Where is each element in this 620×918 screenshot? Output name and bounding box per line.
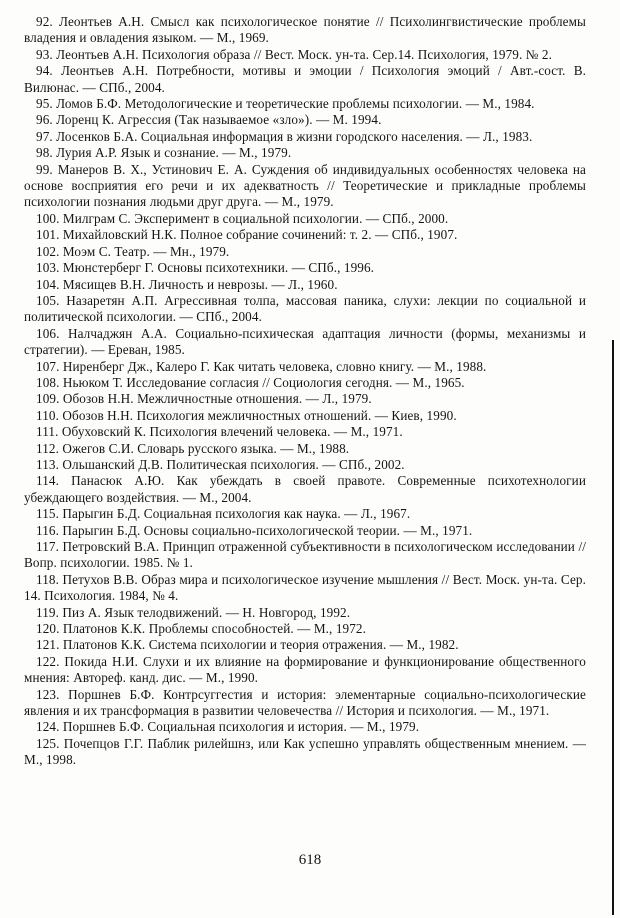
reference-item: 94. Леонтьев А.Н. Потребности, мотивы и эмоции / Психология эмоций / Авт.-сост. В. Вилюнас. — СПб., 2004. bbox=[24, 63, 586, 95]
reference-item: 107. Ниренберг Дж., Калеро Г. Как читать человека, словно книгу. — М., 1988. bbox=[36, 358, 487, 374]
reference-item: 102. Моэм С. Театр. — Мн., 1979. bbox=[36, 243, 230, 259]
reference-item: 106. Налчаджян А.А. Социально-психическая адаптация личности (формы, механизмы и стратегии). — Ереван, 1985. bbox=[24, 325, 586, 358]
reference-item: 114. Панасюк А.Ю. Как убеждать в своей правоте. Современные психотехнологии убеждающего воздействия. — М., 2004. bbox=[24, 473, 586, 505]
reference-item: 121. Платонов К.К. Система психологии и теория отражения. — М., 1982. bbox=[36, 637, 459, 653]
reference-item: 103. Мюнстерберг Г. Основы психотехники. — СПб., 1996. bbox=[36, 260, 375, 276]
reference-item: 115. Парыгин Б.Д. Социальная психология как наука. — Л., 1967. bbox=[36, 506, 411, 522]
reference-item: 108. Ньюком Т. Исследование согласия // Социология сегодня. — М., 1965. bbox=[36, 374, 465, 390]
reference-list bbox=[24, 14, 586, 769]
reference-item: 95. Ломов Б.Ф. Методологические и теоретические проблемы психологии. — М., 1984. bbox=[36, 96, 535, 112]
reference-item: 93. Леонтьев А.Н. Психология образа // Вест. Моск. ун-та. Сер.14. Психология, 1979. № 2. bbox=[36, 46, 552, 62]
reference-item: 98. Лурия А.Р. Язык и сознание. — М., 1979. bbox=[36, 145, 292, 161]
reference-item: 117. Петровский В.А. Принцип отраженной субъективности в психологическом исследовании // Вопр. психологии. 1985. № 1. bbox=[24, 539, 586, 571]
reference-item: 92. Леонтьев А.Н. Смысл как психологическое понятие // Психолингвистические проблемы владения и овладения языком. — М., 1969. bbox=[24, 14, 586, 46]
reference-item: 120. Платонов К.К. Проблемы способностей. — М., 1972. bbox=[36, 621, 367, 637]
reference-item: 122. Покида Н.И. Слухи и их влияние на формирование и функционирование общественного мнения: Автореф. канд. дис. — М., 1990. bbox=[24, 653, 586, 686]
reference-item: 109. Обозов Н.Н. Межличностные отношения. — Л., 1979. bbox=[36, 391, 372, 407]
reference-item: 96. Лоренц К. Агрессия (Так называемое «зло»). — М. 1994. bbox=[36, 112, 382, 128]
reference-item: 113. Ольшанский Д.В. Политическая психология. — СПб., 2002. bbox=[36, 456, 405, 472]
reference-item: 123. Поршнев Б.Ф. Контрсуггестия и история: элементарные социально-психологические явления и их трансформация в развитии человечества // История и психология. — М., 1971. bbox=[24, 686, 586, 719]
reference-item: 111. Обуховский К. Психология влечений человека. — М., 1971. bbox=[36, 424, 403, 440]
reference-item: 101. Михайловский Н.К. Полное собрание сочинений: т. 2. — СПб., 1907. bbox=[36, 227, 458, 243]
page-edge-divider bbox=[612, 340, 614, 915]
reference-item: 100. Милграм С. Эксперимент в социальной психологии. — СПб., 2000. bbox=[36, 210, 449, 226]
reference-item: 99. Манеров В. Х., Устинович Е. А. Суждения об индивидуальных особенностях человека на основе восприятия его речи и их адекватность // Теоретические и прикладные проблемы психологии познания людьми друг друга. — М., 1979. bbox=[24, 161, 586, 210]
page-number: 618 bbox=[298, 852, 322, 868]
reference-item: 110. Обозов Н.Н. Психология межличностных отношений. — Киев, 1990. bbox=[36, 407, 457, 423]
reference-item: 125. Почепцов Г.Г. Паблик рилейшнз, или Как успешно управлять общественным мнением. — М., 1998. bbox=[24, 735, 586, 768]
reference-item: 105. Назаретян А.П. Агрессивная толпа, массовая паника, слухи: лекции по социальной и политической психологии. — СПб., 2004. bbox=[24, 292, 586, 325]
reference-item: 119. Пиз А. Язык телодвижений. — Н. Новгород, 1992. bbox=[36, 604, 351, 620]
reference-item: 118. Петухов В.В. Образ мира и психологическое изучение мышления // Вест. Моск. ун-та. Сер. 14. Психология. 1984, № 4. bbox=[24, 571, 586, 604]
reference-item: 104. Мясищев В.Н. Личность и неврозы. — Л., 1960. bbox=[36, 276, 338, 292]
reference-item: 124. Поршнев Б.Ф. Социальная психология и история. — М., 1979. bbox=[36, 719, 420, 735]
reference-item: 116. Парыгин Б.Д. Основы социально-психологической теории. — М., 1971. bbox=[36, 522, 473, 538]
reference-item: 97. Лосенков Б.А. Социальная информация в жизни городского населения. — Л., 1983. bbox=[36, 128, 533, 144]
reference-item: 112. Ожегов С.И. Словарь русского языка. — М., 1988. bbox=[36, 440, 350, 456]
